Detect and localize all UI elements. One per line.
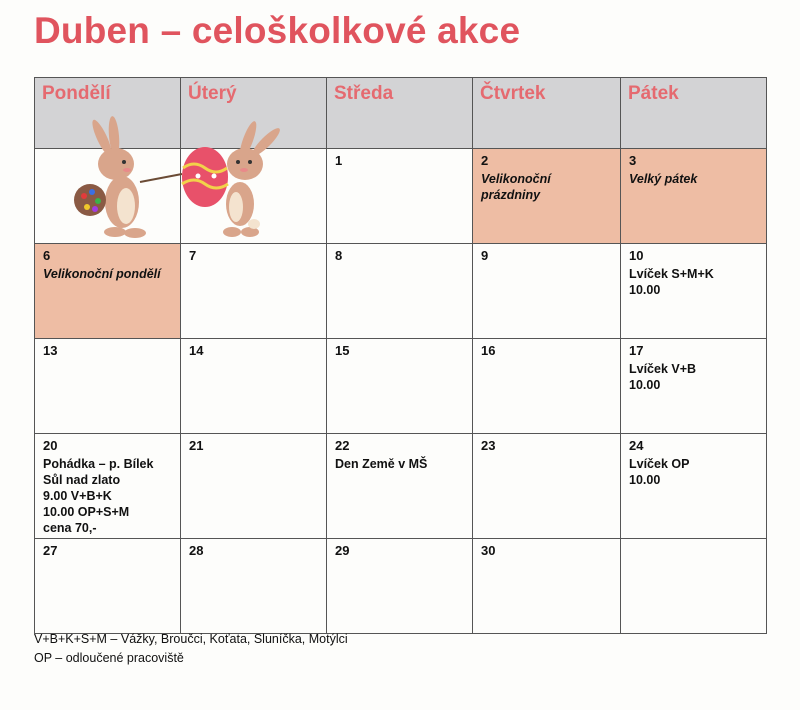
day-number: 23 [481,438,496,453]
calendar-week-row [35,539,767,634]
event-line: Pohádka – p. Bílek [43,457,154,471]
weekday-header-friday: Pátek [621,78,767,149]
day-number: 15 [335,343,350,358]
day-number: 10 [629,248,644,263]
event-line: 9.00 V+B+K [43,489,112,503]
event-line: cena 70,- [43,521,97,535]
event-line: Sůl nad zlato [43,473,121,487]
calendar-week-row [35,244,767,339]
calendar-day-cell [35,539,181,634]
weekday-header-monday: Pondělí [35,78,181,149]
day-number: 21 [189,438,204,453]
calendar-day-cell [35,434,181,539]
calendar-day-cell [327,244,473,339]
holiday-note: Velikonoční prázdniny [481,172,551,202]
day-number: 16 [481,343,496,358]
day-number: 8 [335,248,343,263]
calendar-day-cell [621,149,767,244]
calendar-week-row [35,434,767,539]
calendar-day-cell [473,539,621,634]
calendar-day-cell [181,434,327,539]
day-number: 17 [629,343,644,358]
legend-classes: V+B+K+S+M – Vážky, Broučci, Koťata, Sluníčka, Motýlci [34,632,348,646]
holiday-note: Velikonoční pondělí [43,267,161,281]
calendar-day-cell [327,539,473,634]
day-number: 24 [629,438,644,453]
day-number: 3 [629,153,637,168]
easter-bunnies-painting-egg-icon [70,112,290,242]
event-line: 10.00 OP+S+M [43,505,130,519]
event-line: Lvíček OP [629,457,690,471]
day-number: 22 [335,438,350,453]
event-line: 10.00 [629,378,661,392]
legend-branch: OP – odloučené pracoviště [34,651,184,665]
weekday-header-wednesday: Středa [327,78,473,149]
event-line: 10.00 [629,283,661,297]
calendar-day-cell [621,244,767,339]
calendar-day-cell [621,434,767,539]
day-number: 13 [43,343,58,358]
day-number: 14 [189,343,204,358]
calendar-day-cell [181,339,327,434]
day-number: 27 [43,543,58,558]
day-number: 28 [189,543,204,558]
day-number: 20 [43,438,58,453]
calendar-day-cell [473,434,621,539]
calendar-day-cell [473,339,621,434]
calendar-day-cell [473,149,621,244]
calendar-day-cell [473,244,621,339]
page-title: Duben – celoškolkové akce [34,10,521,51]
event-line: Den Země v MŠ [335,457,428,471]
event-line: Lvíček V+B [629,362,697,376]
legend [34,630,348,668]
calendar-week-row [35,339,767,434]
day-number: 9 [481,248,489,263]
calendar-day-cell [35,339,181,434]
day-number: 2 [481,153,489,168]
day-number: 6 [43,248,51,263]
calendar-day-cell [181,539,327,634]
calendar-day-cell [35,244,181,339]
day-number: 7 [189,248,197,263]
event-line: 10.00 [629,473,661,487]
calendar-day-cell [621,339,767,434]
weekday-header-thursday: Čtvrtek [473,78,621,149]
day-number: 29 [335,543,350,558]
event-line: Lvíček S+M+K [629,267,714,281]
weekday-header-tuesday: Úterý [181,78,327,149]
day-number: 1 [335,153,343,168]
calendar-day-cell [621,539,767,634]
calendar-day-cell [181,244,327,339]
calendar-day-cell [327,339,473,434]
day-number: 30 [481,543,496,558]
calendar-day-cell [327,149,473,244]
calendar-day-cell [327,434,473,539]
holiday-note: Velký pátek [629,172,698,186]
